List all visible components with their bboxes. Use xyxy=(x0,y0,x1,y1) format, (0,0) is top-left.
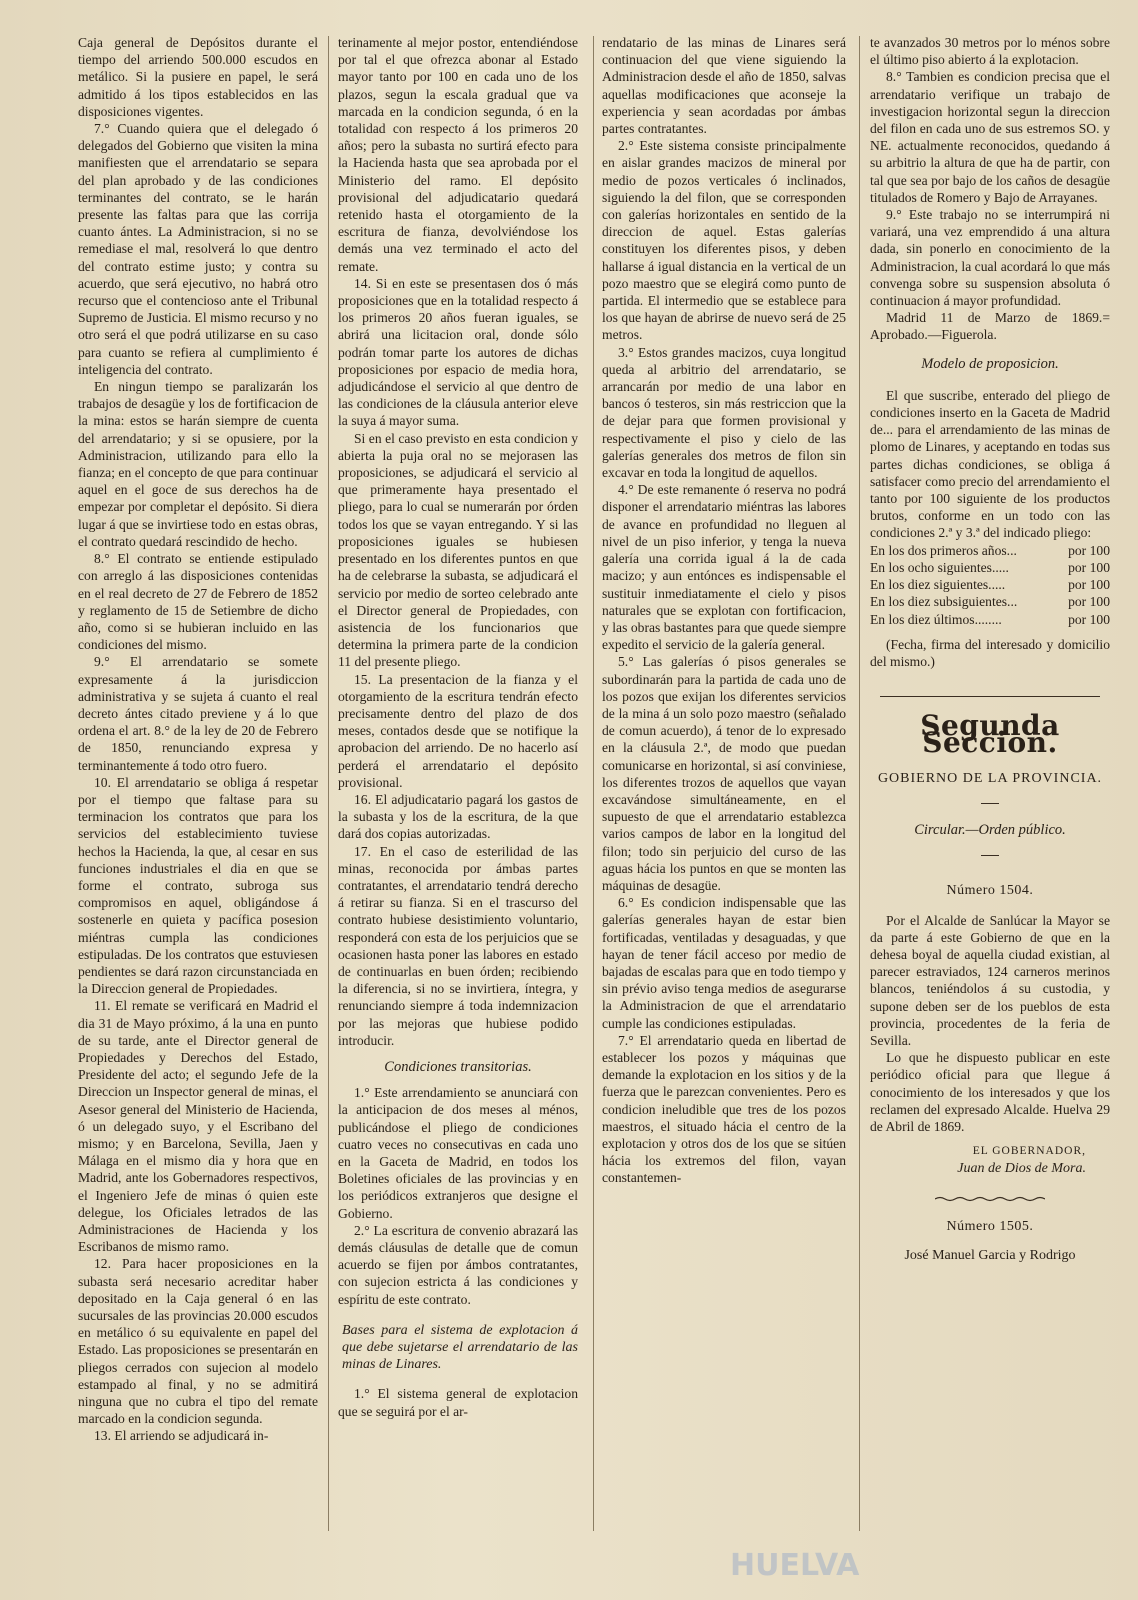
ornament-divider xyxy=(935,1196,1045,1202)
paragraph: 17. En el caso de esterilidad de las minas, reconocida por ámbas partes contratantes, el arrendatario tendrá derecho á retirar su fianza. Si en el trascurso del contrato hubiese desistimiento voluntario, responderá con esta de los perjuicios que se ocasionen hasta poner las labores en estado de continuarlas en buen órden; recibiendo la diferencia, si no se invirtiera, íntegra, y renunciando siempre á toda indemnizacion por las mejoras que hubiese podido introducir. xyxy=(338,843,578,1048)
paragraph: 9.° El arrendatario se somete expresamente á la jurisdiccion administrativa y se sujeta á cuanto el real decreto ántes citado previene y á lo que ordena el art. 8.° de la ley de 20 de Febrero de 1850, renunciando expresa y terminantemente á todo otro fuero. xyxy=(78,654,318,773)
paragraph: 2.° Este sistema consiste principalmente en aislar grandes macizos de mineral por medio de pozos verticales ó inclinados, siguiendo la del filon, que se corresponden con galerías horizontales en sentido de la direccion de aquel. Estas galerías constituyen los diferentes pisos, y deben hallarse á igual distancia en la vertical de un pozo maestro que se elegirá como punto de partida. El intermedio que se establece para los que hayan de abrirse de nuevo será de 25 metros. xyxy=(602,138,846,343)
paragraph: 13. El arriendo se adjudicará in- xyxy=(94,1428,269,1444)
paragraph: 4.° De este remanente ó reserva no podrá disponer el arrendatario miéntras las labores de avance en profundidad no lleguen al nivel de un piso inferior, y tenga la nueva galería una corrida igual á la de cada macizo; y aun entónces es indispensable el sustituir inmediatamente el cielo y pisos naturales que se explotan con fortificacion, y las obras bastantes para que quede siempre expedito el servicio de la galería general. xyxy=(602,482,846,653)
notice-number: Número 1504. xyxy=(946,883,1034,899)
rate-value: por 100 xyxy=(1068,577,1110,593)
section-title-transitorias: Condiciones transitorias. xyxy=(384,1058,532,1075)
rate-value: por 100 xyxy=(1068,611,1110,627)
paragraph: 16. El adjudicatario pagará los gastos de la subasta y los de la escritura, de la que dará dos copias autorizadas. xyxy=(338,791,578,842)
signature-name: Juan de Dios de Mora. xyxy=(957,1161,1086,1177)
divider xyxy=(870,791,1110,808)
rate-row xyxy=(870,593,1110,610)
column-2 xyxy=(338,34,578,1420)
paragraph: 9.° Este trabajo no se interrumpirá ni variará, una vez emprendido á una altura dada, sin ponerlo en conocimiento de la Administracion, la cual acordará lo que más convenga sobre su suspension absoluta ó continuacion á mayor profundidad. xyxy=(870,207,1110,309)
paragraph: 5.° Las galerías ó pisos generales se subordinarán para la partida de cada uno de los pozos que exijan los diferentes servicios de la mina á un solo pozo maestro (señalado de comun acuerdo), á tenor de lo expresado en la cláusula 2.ª, de modo que puedan comunicarse en horizontal, si así conviniese, los diferentes trozos de aquellos que vayan excavándose simultáneamente, en el supuesto de que el arrendatario establezca varios campos de labor en la longitud del filon; todo sin perjuicio del curso de las aguas hácia los puntos en que se monten las máquinas de desagüe. xyxy=(602,654,846,893)
paragraph: 11. El remate se verificará en Madrid el dia 31 de Mayo próximo, á la una en punto de su tarde, ante el Director general de Propiedades y Derechos del Estado, Presidente del acto; el segundo Jefe de la Direccion un Inspector general de minas, el Asesor general del Ministerio de Hacienda, ó un delegado suyo, y el Escribano del mismo; y en Barcelona, Sevilla, Jaen y Málaga en el mismo dia y hora que en Madrid, ante los Gobernadores respectivos, el Ingeniero Jefe de minas ó quien este delegue, los Oficiales letrados de las Administraciones de Hacienda y los Escribanos de mismo ramo. xyxy=(78,998,318,1255)
signature-label: EL GOBERNADOR, xyxy=(972,1145,1086,1158)
column-divider xyxy=(593,36,594,1531)
section-title-bases: Bases para el sistema de explotacion á que debe sujetarse el arrendatario de las minas de Linares. xyxy=(342,1322,578,1373)
column-4 xyxy=(870,34,1110,1264)
paragraph: 14. Si en este se presentasen dos ó más proposiciones que en la totalidad respecto á los primeros 20 años fueran iguales, se abrirá una licitacion oral, donde sólo podrán tomar parte los autores de dichas proposiciones por espacio de media hora, adjudicándose el servicio al que dentro de las condiciones de la cláusula anterior eleve la suya á mayor suma. xyxy=(338,275,578,429)
section-heading: Segunda Seccion. xyxy=(920,709,1060,760)
rate-value: por 100 xyxy=(1068,594,1110,610)
rate-label: En los diez últimos........ xyxy=(870,611,1002,627)
author-line: José Manuel Garcia y Rodrigo xyxy=(904,1247,1076,1263)
divider xyxy=(870,843,1110,860)
circular-title: Circular.—Orden público. xyxy=(914,821,1066,838)
paragraph: 12. Para hacer proposiciones en la subasta será necesario acreditar haber depositado en la Caja general ó en las sucursales de las provincias 20.000 escudos en metálico ó su equivalente en papel del Estado. Las proposiciones se presentarán en pliegos cerrados con sujecion al modelo estampado al final, y no se admitirá ninguna que no cubra el tipo del remate marcado en la condicion segunda. xyxy=(78,1256,318,1427)
paragraph: En ningun tiempo se paralizarán los trabajos de desagüe y los de fortificacion de la mina: estos se harán siempre de cuenta del arrendatario; y si se opusiere, por la Administracion, utilizando para ello la fianza; en el concepto de que para continuar aquel en el goce de sus derechos ha de empezar por completar el depósito. Si diera lugar á que se invirtiese todo en estas obras, el contrato quedará rescindido de hecho. xyxy=(78,379,318,549)
paragraph: Lo que he dispuesto publicar en este periódico oficial para que llegue á conocimiento de los interesados y que los reclamen del expresado Alcalde. Huelva 29 de Abril de 1869. xyxy=(870,1050,1110,1134)
rate-label: En los diez subsiguientes... xyxy=(870,594,1018,610)
column-3 xyxy=(602,34,846,1187)
library-watermark: HUELVA xyxy=(730,1548,860,1583)
rate-label: En los diez siguientes..... xyxy=(870,577,1006,593)
paragraph: Si en el caso previsto en esta condicion y abierta la puja oral no se mejorasen las proposiciones, se adjudicará el servicio al que primeramente haya presentado el pliego, para lo cual se numerarán por órden todos los que se vayan entregando. Y si las proposiciones iguales se hubiesen presentado en los diferentes puntos en que ha de celebrarse la subasta, se adjudicará el servicio por medio de sorteo celebrado ante el Director general de Propiedades, con asistencia de los funcionarios que determina la primera parte de la condicion 11 del presente pliego. xyxy=(338,430,578,670)
paragraph: te avanzados 30 metros por lo ménos sobre el último piso abierto á la explotacion. xyxy=(870,35,1110,68)
paragraph: 8.° Tambien es condicion precisa que el arrendatario verifique un trabajo de investigacion horizontal segun la direccion del filon en cada uno de sus estremos SO. y NE. actualmente reconocidos, quedando á su arbitrio la altura de que ha de partir, con tal que sea por bajo de los caños de desagüe titulados de Romero y Bajo de Arrayanes. xyxy=(870,69,1110,205)
column-divider xyxy=(859,36,860,1531)
paragraph: 3.° Estos grandes macizos, cuya longitud queda al arbitrio del arrendatario, se arrancarán por medio de una labor en bancos ó testeros, sin más restriccion que la de dejar para que formen provisional y respectivamente el piso y cielo de las galerías generales dos metros de filon sin excavar en toda la longitud de aquellos. xyxy=(602,344,846,481)
paragraph: 1.° Este arrendamiento se anunciará con la anticipacion de dos meses al ménos, publicándose el pliego de condiciones cuatro veces no consecutivas en cada uno en la Gaceta de Madrid, en todos los Boletines oficiales de las provincias y en los periódicos extranjeros que designe el Gobierno. xyxy=(338,1085,578,1221)
paragraph: terinamente al mejor postor, entendiéndose por tal el que ofrezca abonar al Estado mayor tanto por 100 en cada uno de los plazos, segun la escala gradual que va marcada en la condicion segunda, ó en la totalidad con respecto á los primeros 20 años; pero la subasta no surtirá efecto para la Hacienda hasta que sea aprobada por el Ministerio del ramo. El depósito provisional del adjudicatario quedará retenido hasta el otorgamiento de la escritura de fianza, devolviéndose los demás una vez terminado el acto del remate. xyxy=(338,35,578,274)
divider xyxy=(880,696,1100,697)
paragraph: 2.° La escritura de convenio abrazará las demás cláusulas de detalle que de comun acuerdo se fijen por ámbos contratantes, con sujecion estricta á las condiciones y espíritu de este contrato. xyxy=(338,1222,578,1307)
paragraph: 6.° Es condicion indispensable que las galerías generales hayan de estar bien fortificadas, ventiladas y desaguadas, y que hayan de tener fácil acceso por medio de bajadas de escalas para que en todo tiempo y sin prévio aviso tenga medios de asegurarse la Administracion de que el arrendatario cumple las condiciones estipuladas. xyxy=(602,895,846,1031)
column-1 xyxy=(78,34,318,1445)
date-approval: Madrid 11 de Marzo de 1869.= Aprobado.—Figuerola. xyxy=(870,310,1110,343)
notice-number: Número 1505. xyxy=(946,1218,1034,1234)
paragraph: 10. El arrendatario se obliga á respetar por el tiempo que faltase para su terminacion los contratos que para los servicios del establecimiento tuviese hechos la Hacienda, la que, al cesar en sus funciones industriales el dia en que se forme el contrato, subroga sus compromisos en aquel, obligándose á sostenerle en quieta y pacífica posesion miéntras cumpla las condiciones estipuladas. De los contratos que estuviesen pendientes se dará razon circunstanciada en la Direccion general de Propiedades. xyxy=(78,774,318,997)
column-divider xyxy=(328,36,329,1531)
paragraph: Caja general de Depósitos durante el tiempo del arriendo 500.000 escudos en metálico. Si la pusiere en papel, le será admitido á los tipos establecidos en las disposiciones vigentes. xyxy=(78,35,318,119)
government-heading: GOBIERNO DE LA PROVINCIA. xyxy=(877,770,1103,786)
section-title-modelo: Modelo de proposicion. xyxy=(921,355,1059,372)
paragraph: 8.° El contrato se entiende estipulado con arreglo á las disposiciones contenidas en el real decreto de 27 de Febrero de 1852 y reglamento de 15 de Setiembre de dicho año, como si se hubieran incluido en las condiciones del mismo. xyxy=(78,551,318,653)
rate-row xyxy=(870,542,1110,559)
paragraph: 1.° El sistema general de explotacion que se seguirá por el ar- xyxy=(338,1386,578,1419)
paragraph: 7.° El arrendatario queda en libertad de establecer los pozos y máquinas que demande la explotacion en los sitios y de la fuerza que le parezcan convenientes. Pero es condicion ineludible que tres de los pozos maestros, el situado hácia el centro de la explotacion y otros dos de los que se sitúen hácia los extremos del filon, vayan constantemen- xyxy=(602,1032,846,1186)
paragraph: 15. La presentacion de la fianza y el otorgamiento de la escritura tendrán efecto precisamente dentro del plazo de dos meses, contados desde que se notifique la aprobacion del arriendo. De no hacerlo así perderá el arrendatario el depósito provisional. xyxy=(338,671,578,790)
paragraph: 7.° Cuando quiera que el delegado ó delegados del Gobierno que visiten la mina manifiesten que el arrendatario se separa del plan aprobado y de las condiciones terminantes del contrato, se le harán presente las faltas para que las corrija cuanto ántes. La Administracion, si no se remediase el mal, resolverá lo que dentro del contrato estime justo; y contra su acuerdo, que será ejecutivo, no habrá otro recurso que el contencioso ante el Tribunal Supremo de Justicia. El mismo recurso y no otro será el que podrá utilizarse en su caso para cuanto se refiera al cumplimiento é inteligencia del contrato. xyxy=(78,121,318,377)
rates-list xyxy=(870,542,1110,628)
rate-row xyxy=(870,611,1110,628)
paragraph: (Fecha, firma del interesado y domicilio del mismo.) xyxy=(870,636,1110,669)
paragraph: El que suscribe, enterado del pliego de condiciones inserto en la Gaceta de Madrid de... para el arrendamiento de las minas de plomo de Linares, y aceptando en todas sus partes dichas condiciones, se obliga á satisfacer como precio del arrendamiento el tanto por 100 siguiente de los productos brutos, conforme en un todo con las condiciones 2.ª y 3.ª del indicado pliego: xyxy=(870,387,1110,541)
paragraph: rendatario de las minas de Linares será continuacion del que viene siguiendo la Administracion desde el año de 1850, salvas aquellas modificaciones que aconseje la experiencia y sean acordadas por ámbas partes contratantes. xyxy=(602,35,846,137)
rate-row xyxy=(870,559,1110,576)
rate-value: por 100 xyxy=(1068,559,1110,575)
rate-label: En los ocho siguientes..... xyxy=(870,559,1009,575)
paragraph: Por el Alcalde de Sanlúcar la Mayor se da parte á este Gobierno de que en la dehesa boyal de aquella ciudad existian, al parecer estraviados, 124 carneros merinos blancos, teniéndolos á su custodia, y supone deben ser de los pueblos de esta provincia, procedentes de la feria de Sevilla. xyxy=(870,912,1110,1048)
rate-value: por 100 xyxy=(1068,542,1110,558)
rate-label: En los dos primeros años... xyxy=(870,542,1017,558)
rate-row xyxy=(870,576,1110,593)
